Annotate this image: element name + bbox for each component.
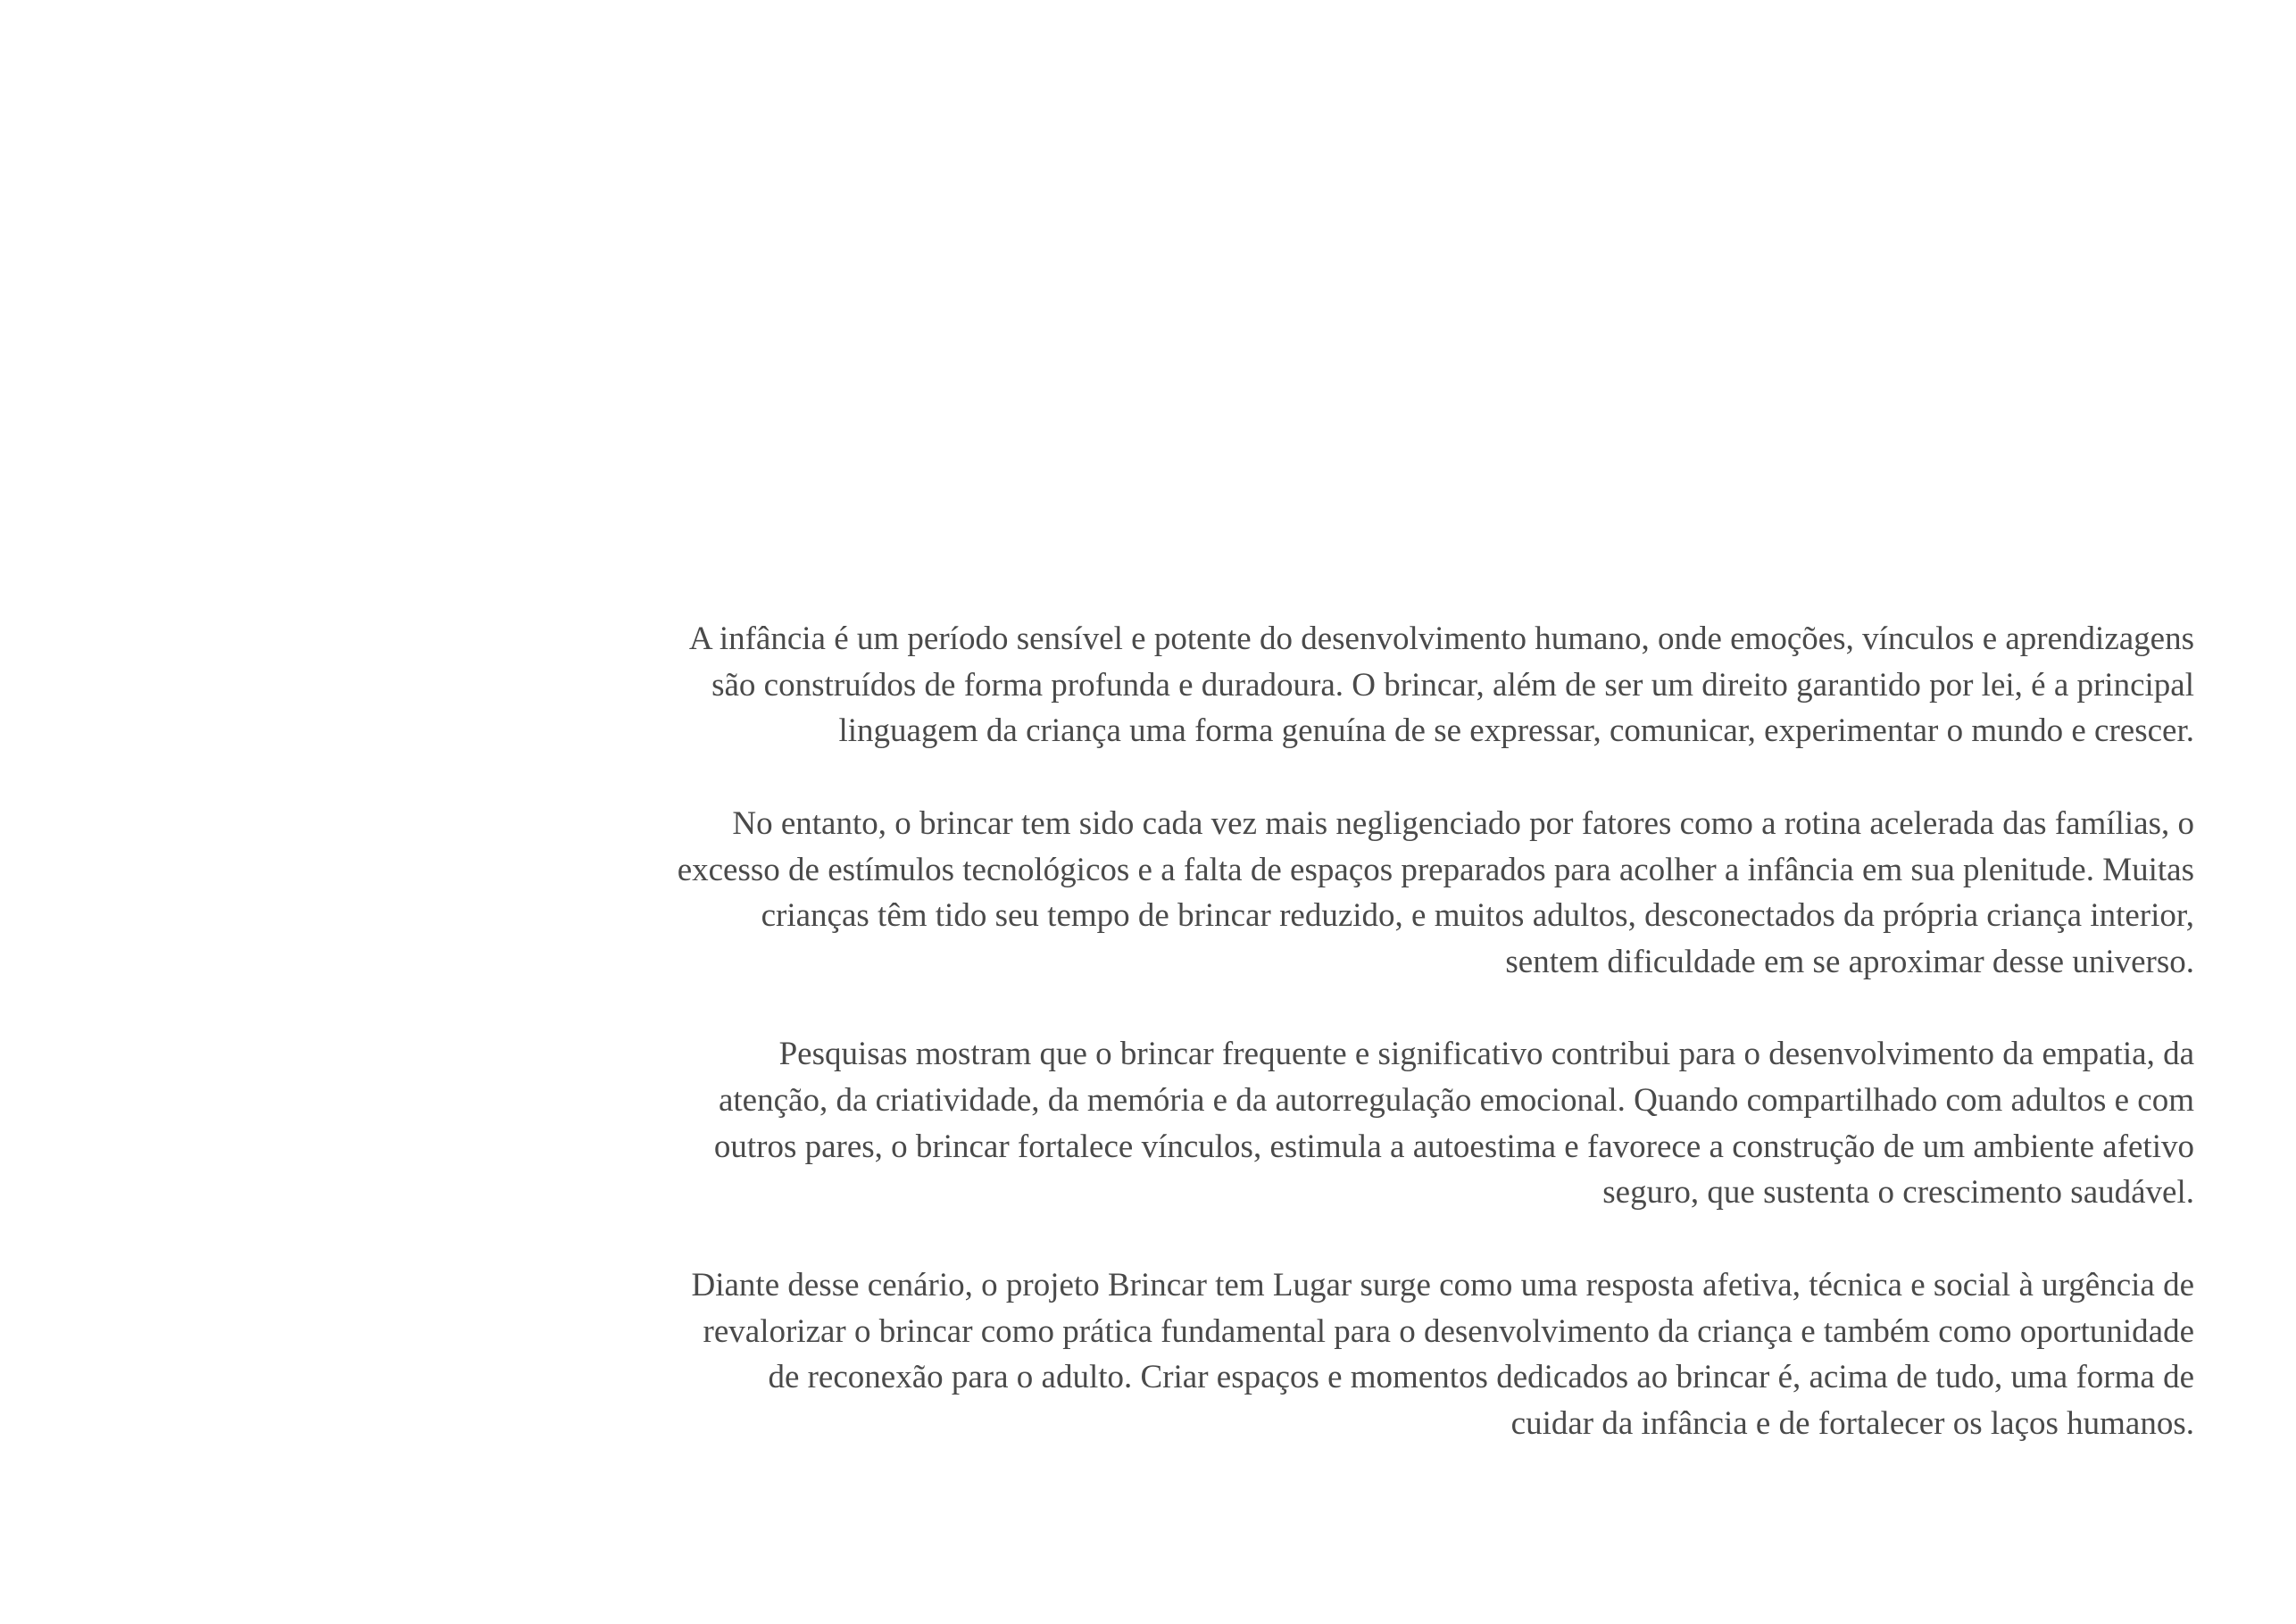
text-line: de reconexão para o adulto. Criar espaços e momentos dedicados ao brincar é, acima de tudo, uma forma de: [768, 1359, 2194, 1396]
text-line: A infância é um período sensível e potente do desenvolvimento humano, onde emoções, vínculos e aprendizagens: [688, 620, 2194, 657]
text-line: Pesquisas mostram que o brincar frequente e significativo contribui para o desenvolvimento da empatia, da: [778, 1036, 2194, 1073]
text-line: excesso de estímulos tecnológicos e a falta de espaços preparados para acolher a infância em sua plenitude. Muitas: [677, 851, 2194, 888]
text-line: linguagem da criança uma forma genuína de se expressar, comunicar, experimentar o mundo e crescer.: [838, 712, 2194, 750]
text-line: outros pares, o brincar fortalece vínculos, estimula a autoestima e favorece a construção de um ambiente afetivo: [713, 1128, 2194, 1165]
text-line: No entanto, o brincar tem sido cada vez mais negligenciado por fatores como a rotina acelerada das famílias, o: [732, 804, 2194, 842]
text-line: cuidar da infância e de fortalecer os laços humanos.: [1510, 1404, 2194, 1442]
text-line: Diante desse cenário, o projeto Brincar tem Lugar surge como uma resposta afetiva, técnica e social à urgência de: [691, 1266, 2194, 1303]
text-line: seguro, que sustenta o crescimento saudável.: [1602, 1174, 2194, 1212]
text-line: são construídos de forma profunda e duradoura. O brincar, além de ser um direito garantido por lei, é a principal: [711, 666, 2194, 704]
paragraph-4: [320, 1262, 2194, 1447]
body-text: [320, 616, 2194, 1493]
paragraph-2: [320, 801, 2194, 986]
text-line: atenção, da criatividade, da memória e da autorregulação emocional. Quando compartilhado com adultos e com: [718, 1082, 2194, 1119]
paragraph-1: [320, 616, 2194, 754]
text-line: crianças têm tido seu tempo de brincar reduzido, e muitos adultos, desconectados da própria criança interior,: [761, 897, 2194, 935]
paragraph-3: [320, 1031, 2194, 1216]
text-line: revalorizar o brincar como prática fundamental para o desenvolvimento da criança e também como oportunidade: [703, 1312, 2194, 1350]
text-line: sentem dificuldade em se aproximar desse universo.: [1505, 943, 2194, 980]
